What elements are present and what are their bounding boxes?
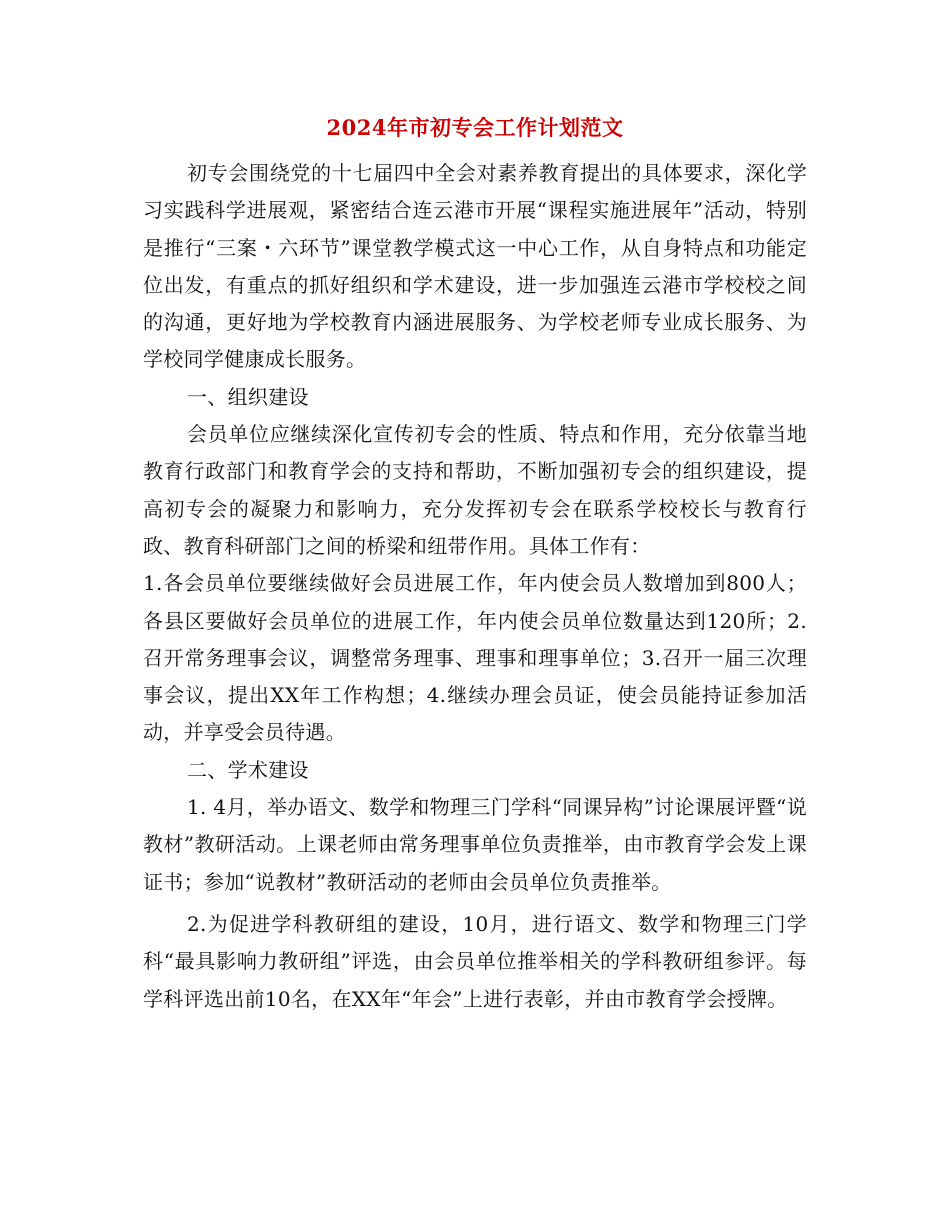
document-title: 2024年市初专会工作计划范文 (326, 115, 624, 140)
organization-tasks-paragraph: 1.各会员单位要继续做好会员进展工作，年内使会员人数增加到800人；各县区要做好会员单位的进展工作，年内使会员单位数量达到120所；2.召开常务理事会议，调整常务理事、理事和理事单位；3.召开一届三次理事会议，提出XX年工作构想；4.继续办理会员证，使会员能持证参加活动，并享受会员待遇。 (143, 571, 807, 745)
academic-item-1: 1. 4月，举办语文、数学和物理三门学科“同课异构”讨论课展评暨“说教材”教研活动。上课老师由常务理事单位负责推举，由市教育学会发上课证书；参加“说教材”教研活动的老师由会员单位负责推举。 (143, 795, 807, 894)
intro-paragraph: 初专会围绕党的十七届四中全会对素养教育提出的具体要求，深化学习实践科学进展观，紧密结合连云港市开展“课程实施进展年”活动，特别是推行“三案・六环节”课堂教学模式这一中心工作，从自身特点和功能定位出发，有重点的抓好组织和学术建设，进一步加强连云港市学校校之间的沟通，更好地为学校教育内涵进展服务、为学校老师专业成长服务、为学校同学健康成长服务。 (143, 161, 807, 372)
organization-paragraph: 会员单位应继续深化宣传初专会的性质、特点和作用，充分依靠当地教育行政部门和教育学会的支持和帮助，不断加强初专会的组织建设，提高初专会的凝聚力和影响力，充分发挥初专会在联系学校校长与教育行政、教育科研部门之间的桥梁和纽带作用。具体工作有： (143, 422, 807, 558)
section-heading-organization: 一、组织建设 (187, 384, 309, 409)
document-body (143, 155, 807, 1018)
section-heading-academic: 二、学术建设 (187, 757, 309, 782)
academic-item-2: 2.为促进学科教研组的建设，10月，进行语文、数学和物理三门学科“最具影响力教研组”评选，由会员单位推举相关的学科教研组参评。每学科评选出前10名，在XX年“年会”上进行表彰，并由市教育学会授牌。 (143, 911, 807, 1011)
